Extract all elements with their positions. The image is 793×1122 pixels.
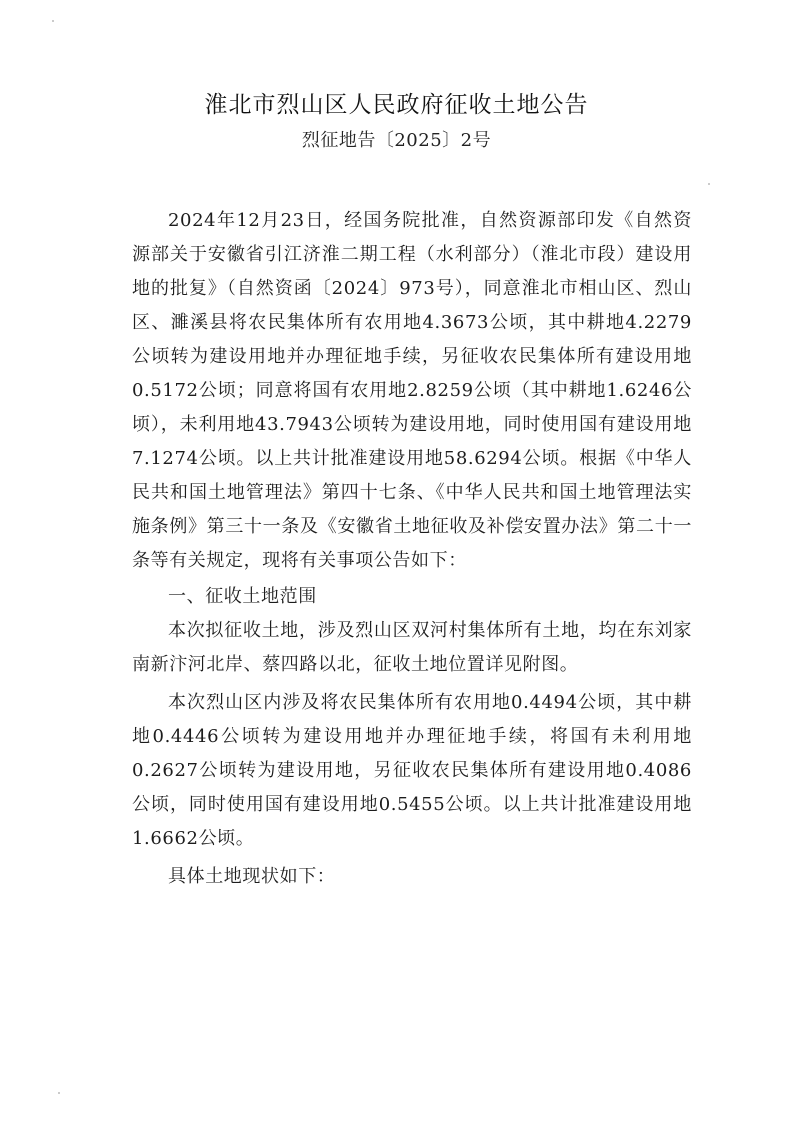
scan-speck xyxy=(58,1092,60,1094)
intro-paragraph: 2024年12月23日，经国务院批准，自然资源部印发《自然资源部关于安徽省引江济淮二期工程（水利部分）（淮北市段）建设用地的批复》（自然资函〔2024〕973号），同意淮北市相山区、烈山区、濉溪县将农民集体所有农用地4.3673公顷，其中耕地4.2279公顷转为建设用地并办理征地手续，另征收农民集体所有建设用地0.5172公顷；同意将国有农用地2.8259公顷（其中耕地1.6246公顷），未利用地43.7943公顷转为建设用地，同时使用国有建设用地7.1274公顷。以上共计批准建设用地58.6294公顷。根据《中华人民共和国土地管理法》第四十七条、《中华人民共和国土地管理法实施条例》第三十一条及《安徽省土地征收及补偿安置办法》第二十一条等有关规定，现将有关事项公告如下： xyxy=(132,210,692,571)
area-paragraph: 本次烈山区内涉及将农民集体所有农用地0.4494公顷，其中耕地0.4446公顷转为建设用地并办理征地手续，将国有未利用地0.2627公顷转为建设用地，另征收农民集体所有建设用地0.4086公顷，同时使用国有建设用地0.5455公顷。以上共计批准建设用地1.6662公顷。 xyxy=(132,692,692,849)
scan-speck xyxy=(52,20,54,22)
land-status-lead: 具体土地现状如下： xyxy=(168,866,336,887)
scope-paragraph: 本次拟征收土地，涉及烈山区双河村集体所有土地，均在东刘家南新汴河北岸、蔡四路以北，征收土地位置详见附图。 xyxy=(132,620,692,675)
document-body xyxy=(132,204,692,894)
page-title: 淮北市烈山区人民政府征收土地公告 xyxy=(204,92,589,118)
section-heading-scope: 一、征收土地范围 xyxy=(168,586,317,607)
document-number: 烈征地告〔2025〕2号 xyxy=(301,130,492,151)
scan-speck xyxy=(708,183,710,185)
